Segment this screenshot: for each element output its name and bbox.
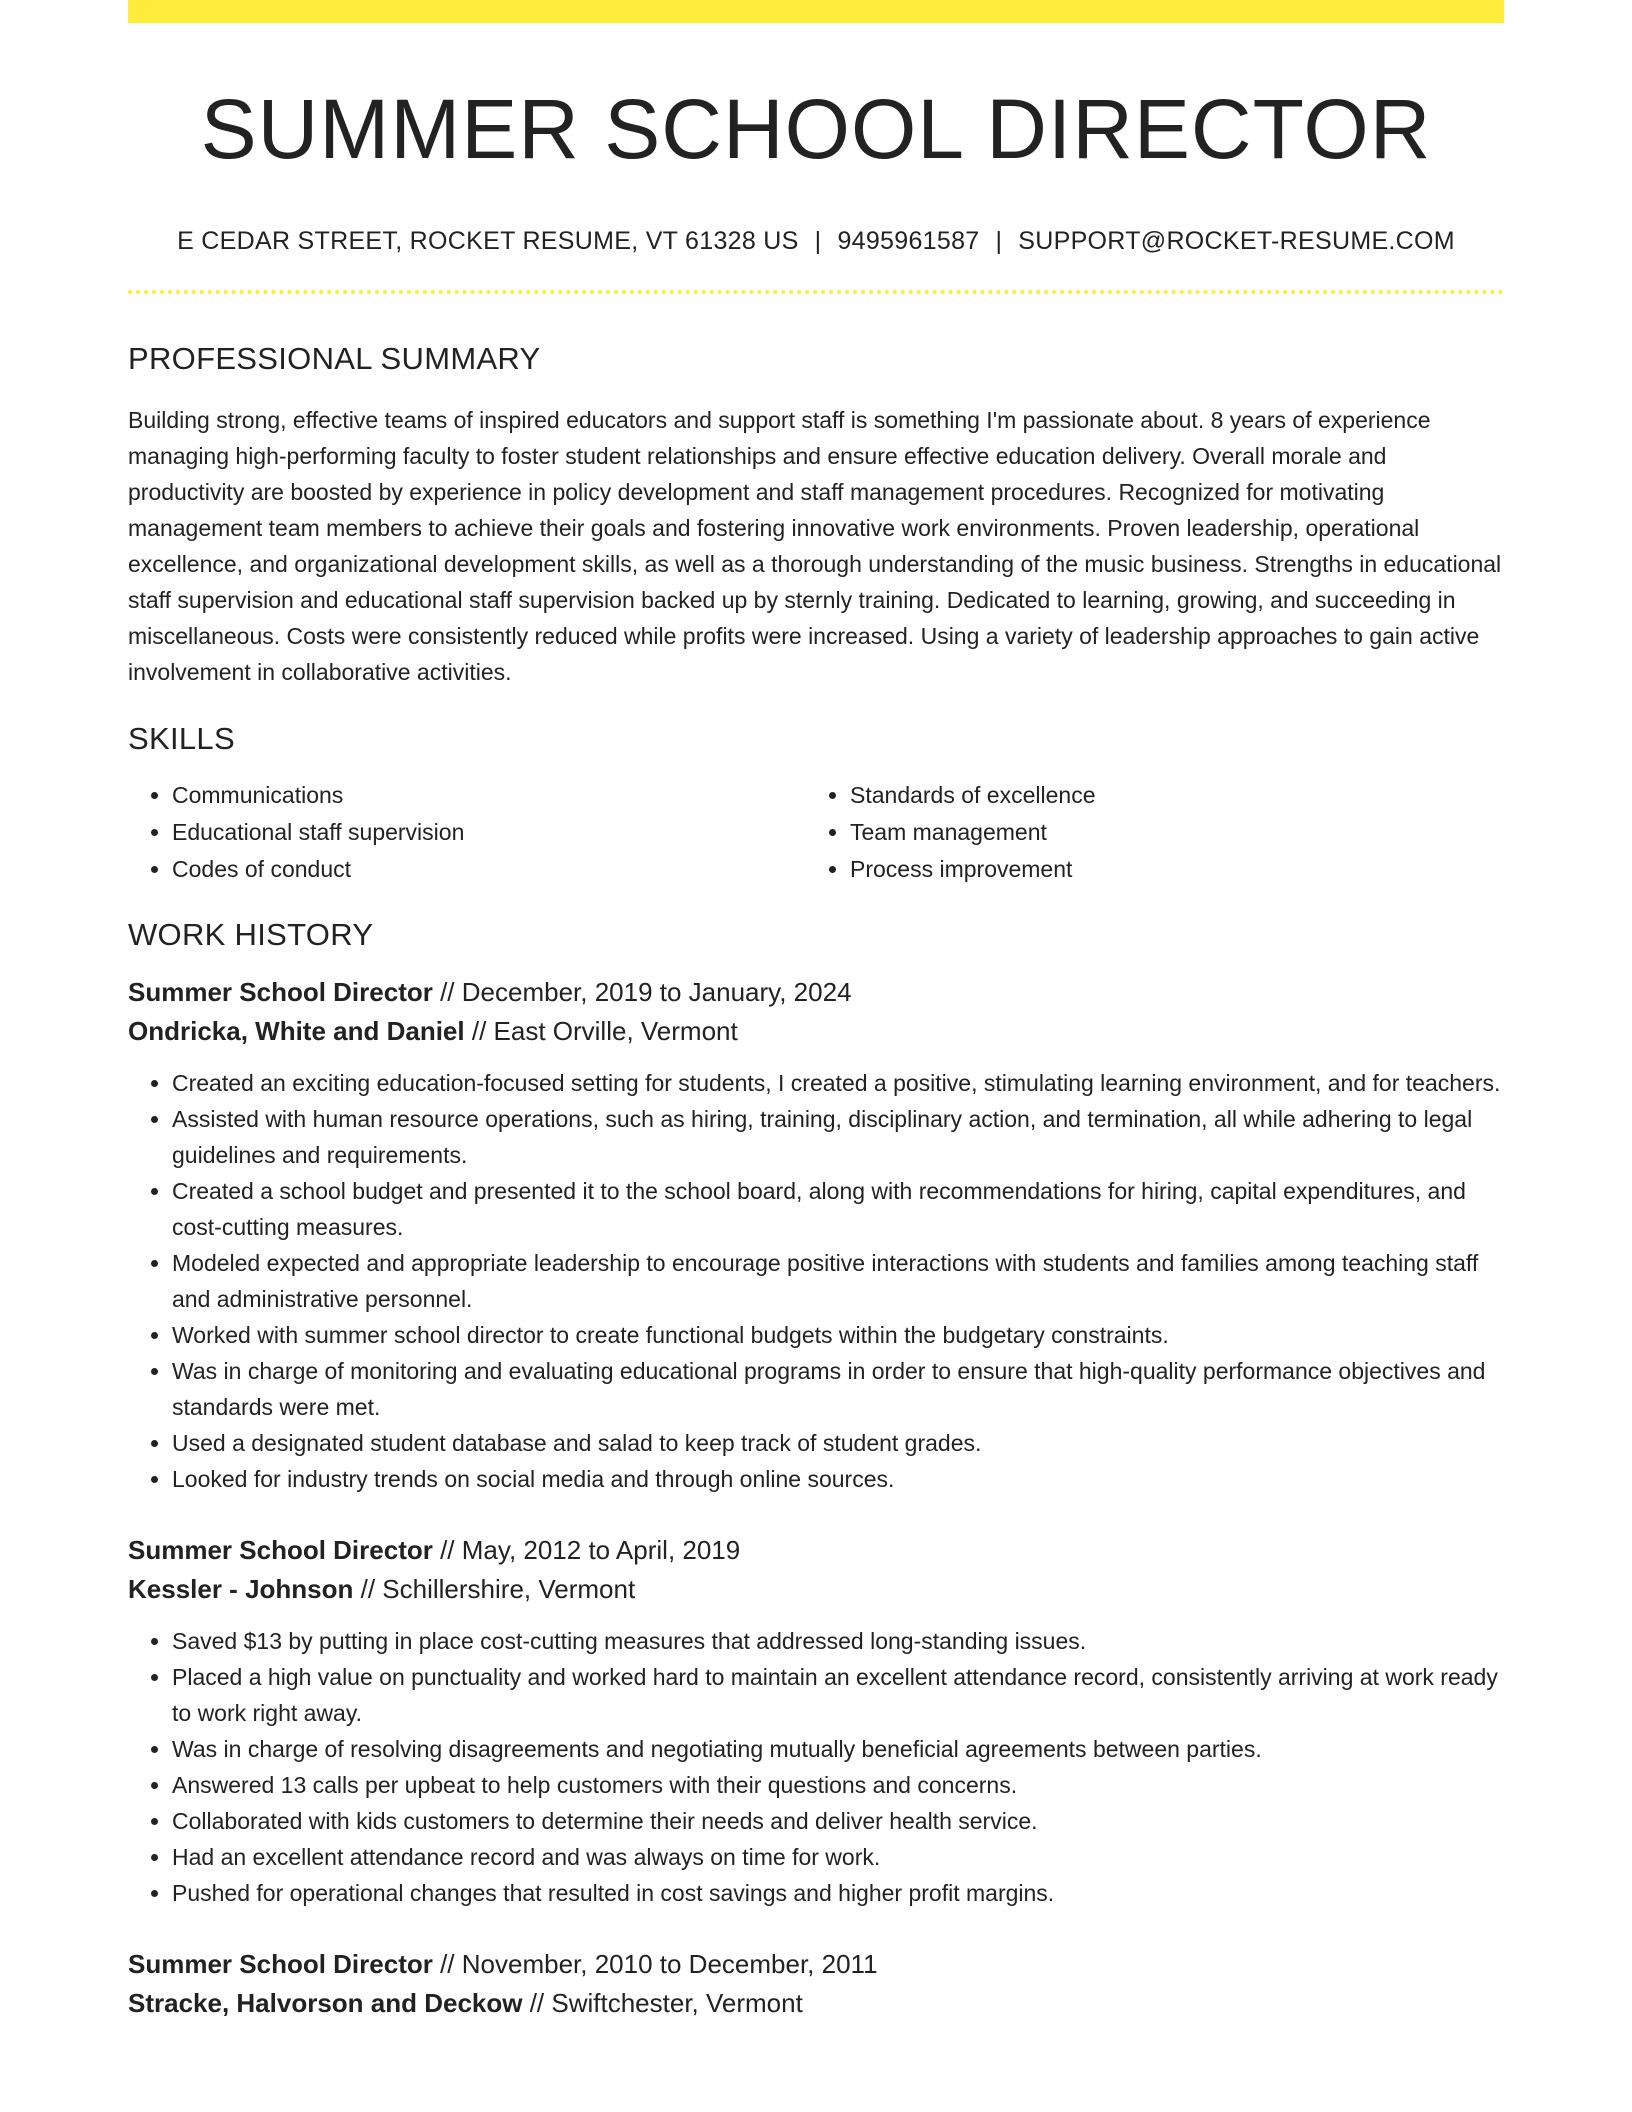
skills-list (128, 777, 1504, 888)
job-bullet: • Used a designated student database and salad to keep track of student grades. (172, 1425, 1504, 1461)
job-dates: // November, 2010 to December, 2011 (432, 1948, 878, 1979)
job-bullet: • Answered 13 calls per upbeat to help customers with their questions and concerns. (172, 1767, 1504, 1803)
job-role-line (128, 973, 1504, 1012)
job-bullet: • Had an excellent attendance record and was always on time for work. (172, 1839, 1504, 1875)
job-company: Kessler - Johnson (128, 1573, 354, 1604)
job-bullet: • Created an exciting education-focused setting for students, I created a positive, stimulating learning environment, and for teachers. (172, 1065, 1504, 1101)
dotted-divider (128, 290, 1504, 294)
job-dates: // May, 2012 to April, 2019 (432, 1534, 741, 1565)
job-entry (128, 1945, 1504, 2023)
job-bullet: • Modeled expected and appropriate leadership to encourage positive interactions with students and families among teaching staff and administrative personnel. (172, 1245, 1504, 1317)
skill-item: • Educational staff supervision (172, 814, 806, 851)
skills-title: SKILLS (128, 720, 235, 756)
contact-separator: | (814, 227, 822, 256)
job-entry (128, 973, 1504, 1497)
summary-title: PROFESSIONAL SUMMARY (128, 341, 541, 377)
job-company-line (128, 1012, 1504, 1051)
job-role-line (128, 1945, 1504, 1984)
job-company: Stracke, Halvorson and Deckow (128, 1987, 523, 2018)
resume-page (128, 0, 1504, 2023)
job-company-line (128, 1570, 1504, 1609)
skill-item: • Team management (850, 814, 1484, 851)
job-dates: // December, 2019 to January, 2024 (432, 976, 852, 1007)
skill-item: • Standards of excellence (850, 777, 1484, 814)
job-bullet: • Created a school budget and presented it to the school board, along with recommendations for hiring, capital expenditures, and cost-cutting measures. (172, 1173, 1504, 1245)
contact-phone: 9495961587 (837, 227, 980, 256)
job-bullets (128, 1065, 1504, 1497)
job-role: Summer School Director (128, 1948, 433, 1979)
job-bullet: • Placed a high value on punctuality and worked hard to maintain an excellent attendance record, consistently arriving at work ready to work right away. (172, 1659, 1504, 1731)
job-bullet: • Was in charge of monitoring and evaluating educational programs in order to ensure that high-quality performance objectives and standards were met. (172, 1353, 1504, 1425)
accent-top-bar (128, 0, 1504, 23)
job-location: // Swiftchester, Vermont (522, 1987, 803, 2018)
contact-separator: | (995, 227, 1003, 256)
job-bullet: • Saved $13 by putting in place cost-cutting measures that addressed long-standing issues. (172, 1623, 1504, 1659)
skills-column-left (128, 777, 806, 888)
skills-column-right (806, 777, 1484, 888)
job-bullet: • Collaborated with kids customers to determine their needs and deliver health service. (172, 1803, 1504, 1839)
job-bullet: • Looked for industry trends on social media and through online sources. (172, 1461, 1504, 1497)
job-location: // East Orville, Vermont (464, 1015, 738, 1046)
work-history-title: WORK HISTORY (128, 916, 374, 952)
summary-text: Building strong, effective teams of inspired educators and support staff is something I'm passionate about. 8 years of experience managing high-performing faculty to foster student relationships and ensure effective education delivery. Overall morale and productivity are boosted by experience in policy development and staff management procedures. Recognized for motivating management team members to achieve their goals and fostering innovative work environments. Proven leadership, operational excellence, and organizational development skills, as well as a thorough understanding of the music business. Strengths in educational staff supervision and educational staff supervision backed up by sternly training. Dedicated to learning, growing, and succeeding in miscellaneous. Costs were consistently reduced while profits were increased. Using a variety of leadership approaches to gain active involvement in collaborative activities. (128, 406, 1502, 685)
job-bullet: • Worked with summer school director to create functional budgets within the budgetary constraints. (172, 1317, 1504, 1353)
contact-line (128, 227, 1504, 256)
job-bullet: • Pushed for operational changes that resulted in cost savings and higher profit margins. (172, 1875, 1504, 1911)
job-role: Summer School Director (128, 1534, 433, 1565)
job-role: Summer School Director (128, 976, 433, 1007)
skill-item: • Communications (172, 777, 806, 814)
job-company: Ondricka, White and Daniel (128, 1015, 465, 1046)
resume-name: SUMMER SCHOOL DIRECTOR (200, 82, 1432, 176)
job-company-line (128, 1984, 1504, 2023)
job-bullet: • Was in charge of resolving disagreements and negotiating mutually beneficial agreements between parties. (172, 1731, 1504, 1767)
skill-item: • Process improvement (850, 851, 1484, 888)
job-bullets (128, 1623, 1504, 1911)
skill-item: • Codes of conduct (172, 851, 806, 888)
job-location: // Schillershire, Vermont (353, 1573, 636, 1604)
contact-address: E CEDAR STREET, ROCKET RESUME, VT 61328 US (177, 227, 799, 256)
job-entry (128, 1531, 1504, 1911)
contact-email[interactable]: SUPPORT@ROCKET-RESUME.COM (1018, 227, 1455, 256)
job-role-line (128, 1531, 1504, 1570)
job-bullet: • Assisted with human resource operations, such as hiring, training, disciplinary action, and termination, all while adhering to legal guidelines and requirements. (172, 1101, 1504, 1173)
